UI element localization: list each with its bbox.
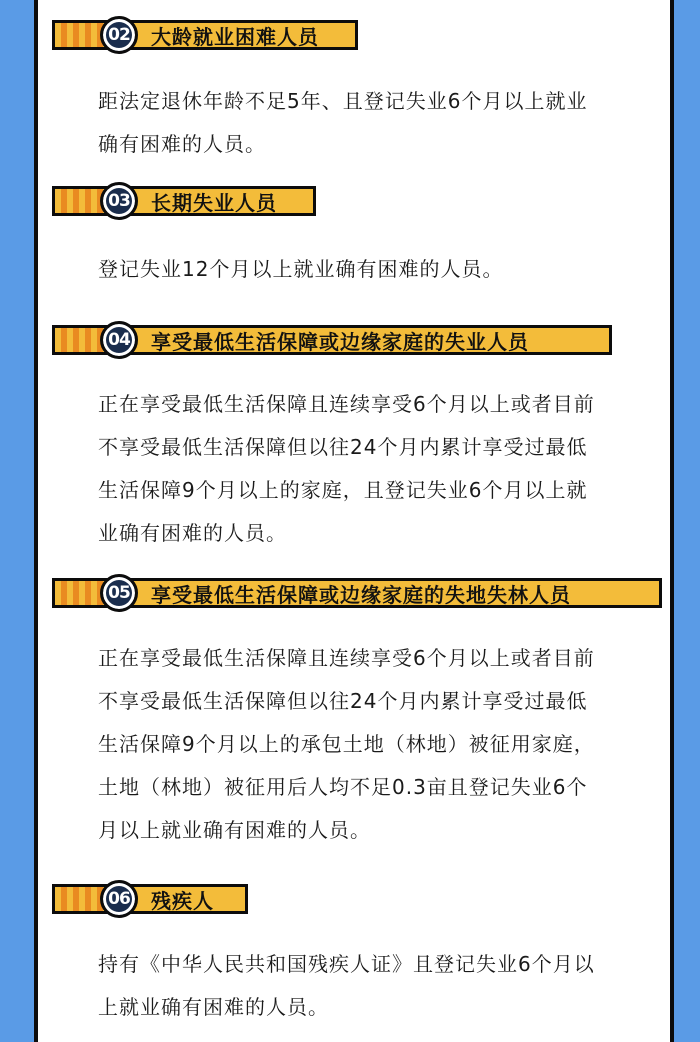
body-line: 业确有困难的人员。 xyxy=(98,521,287,545)
body-line: 月以上就业确有困难的人员。 xyxy=(98,818,371,842)
body-line: 不享受最低生活保障但以往24个月内累计享受过最低 xyxy=(98,689,588,713)
body-line: 上就业确有困难的人员。 xyxy=(98,995,329,1019)
body-line: 生活保障9个月以上的家庭，且登记失业6个月以上就 xyxy=(98,478,588,502)
section-header-05 xyxy=(52,576,662,610)
section-title: 大龄就业困难人员 xyxy=(151,24,319,49)
body-line: 持有《中华人民共和国残疾人证》且登记失业6个月以 xyxy=(98,952,595,976)
section-header-02 xyxy=(52,18,358,52)
left-rail xyxy=(0,0,34,1042)
section-bar xyxy=(52,20,358,50)
section-body-06 xyxy=(98,943,638,1029)
section-header-06 xyxy=(52,882,248,916)
section-body-05 xyxy=(98,637,638,852)
section-number-badge: 02 xyxy=(100,16,138,54)
section-body-02 xyxy=(98,80,638,166)
body-line: 距法定退休年龄不足5年、且登记失业6个月以上就业 xyxy=(98,89,588,113)
body-line: 登记失业12个月以上就业确有困难的人员。 xyxy=(98,257,504,281)
section-bar xyxy=(52,578,662,608)
right-rail xyxy=(678,0,700,1042)
section-header-04 xyxy=(52,323,612,357)
section-body-03 xyxy=(98,248,638,291)
section-number-badge: 04 xyxy=(100,321,138,359)
section-title: 享受最低生活保障或边缘家庭的失业人员 xyxy=(151,329,529,354)
section-title: 残疾人 xyxy=(151,888,214,913)
body-line: 确有困难的人员。 xyxy=(98,132,266,156)
section-number-badge: 06 xyxy=(100,880,138,918)
section-body-04 xyxy=(98,383,638,555)
section-header-03 xyxy=(52,184,316,218)
section-bar xyxy=(52,186,316,216)
body-line: 正在享受最低生活保障且连续享受6个月以上或者目前 xyxy=(98,392,595,416)
section-bar xyxy=(52,884,248,914)
body-line: 不享受最低生活保障但以往24个月内累计享受过最低 xyxy=(98,435,588,459)
section-number-badge: 05 xyxy=(100,574,138,612)
section-title: 长期失业人员 xyxy=(151,190,277,215)
body-line: 生活保障9个月以上的承包土地（林地）被征用家庭， xyxy=(98,732,595,756)
body-line: 土地（林地）被征用后人均不足0.3亩且登记失业6个 xyxy=(98,775,588,799)
content-card xyxy=(34,0,674,1042)
section-number-badge: 03 xyxy=(100,182,138,220)
body-line: 正在享受最低生活保障且连续享受6个月以上或者目前 xyxy=(98,646,595,670)
section-title: 享受最低生活保障或边缘家庭的失地失林人员 xyxy=(151,582,571,607)
